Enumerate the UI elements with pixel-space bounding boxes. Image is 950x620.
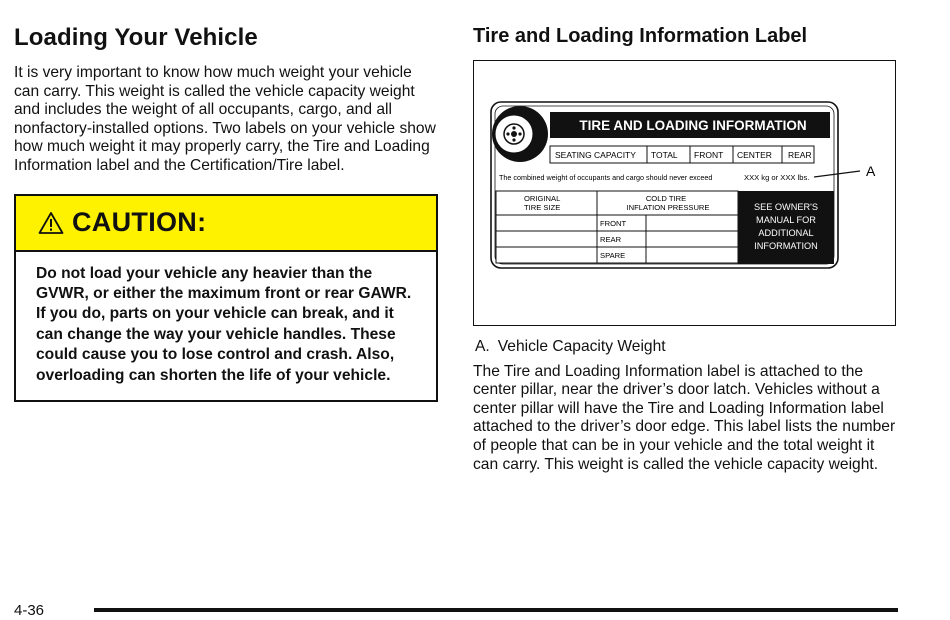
seating-capacity-label: SEATING CAPACITY [555, 150, 636, 160]
label-figure [473, 60, 896, 326]
combined-weight-text: The combined weight of occupants and cargo should never exceed [499, 173, 713, 182]
subsection-title: Tire and Loading Information Label [473, 25, 808, 47]
tire-label-illustration [474, 61, 897, 327]
owners-line3: ADDITIONAL [758, 228, 814, 238]
figure-caption [475, 338, 898, 357]
caution-box [14, 194, 438, 402]
callout-a: A [866, 163, 876, 179]
caption-text: Vehicle Capacity Weight [497, 338, 666, 355]
warning-triangle-icon [38, 211, 64, 235]
caution-text: Do not load your vehicle any heavier than the GVWR, or either the maximum front or rear GAWR. If you do, parts on your vehicle can break, and it can change the way your vehicle handles. These could cause you to lose control and crash. Also, overloading can shorten the life of your vehicle. [36, 264, 412, 384]
right-column [473, 22, 898, 474]
cold-tire-line2: INFLATION PRESSURE [626, 203, 710, 212]
caption-letter: A. [475, 338, 490, 355]
page-number: 4-36 [14, 602, 45, 619]
row-front: FRONT [600, 219, 627, 228]
original-tire-size-line2: TIRE SIZE [524, 203, 561, 212]
section-title: Loading Your Vehicle [14, 24, 258, 51]
label-header: TIRE AND LOADING INFORMATION [579, 118, 807, 133]
cold-tire-line1: COLD TIRE [645, 194, 687, 203]
owners-line2: MANUAL FOR [756, 215, 816, 225]
rear-label: REAR [788, 150, 812, 160]
center-label: CENTER [737, 150, 772, 160]
owners-line4: INFORMATION [754, 241, 818, 251]
front-label: FRONT [694, 150, 724, 160]
footer-rule [94, 608, 898, 612]
owners-line1: SEE OWNER'S [753, 202, 819, 212]
row-rear: REAR [600, 235, 622, 244]
label-description-paragraph: The Tire and Loading Information label is attached to the center pillar, near the driver’s door latch. Vehicles without a center pillar will have the Tire and Loading Information label attached to the driver’s door edge. This label lists the number of people that can be in your vehicle and the total weight it can carry. This weight is called the vehicle capacity weight. [473, 362, 896, 473]
tire-icon [492, 106, 548, 162]
left-column [14, 22, 438, 402]
caution-heading: CAUTION: [72, 207, 207, 238]
original-tire-size-line1: ORIGINAL [524, 194, 561, 203]
row-spare: SPARE [600, 251, 626, 260]
caution-header [16, 196, 436, 252]
intro-paragraph: It is very important to know how much weight your vehicle can carry. This weight is called the vehicle capacity weight and includes the weight of all occupants, cargo, and all nonfactory-installed options. Two labels on your vehicle show how much weight it may properly carry, the Tire and Loading Information label and the Certification/Tire label. [14, 64, 436, 174]
weight-value: XXX kg or XXX lbs. [744, 173, 810, 182]
total-label: TOTAL [651, 150, 678, 160]
